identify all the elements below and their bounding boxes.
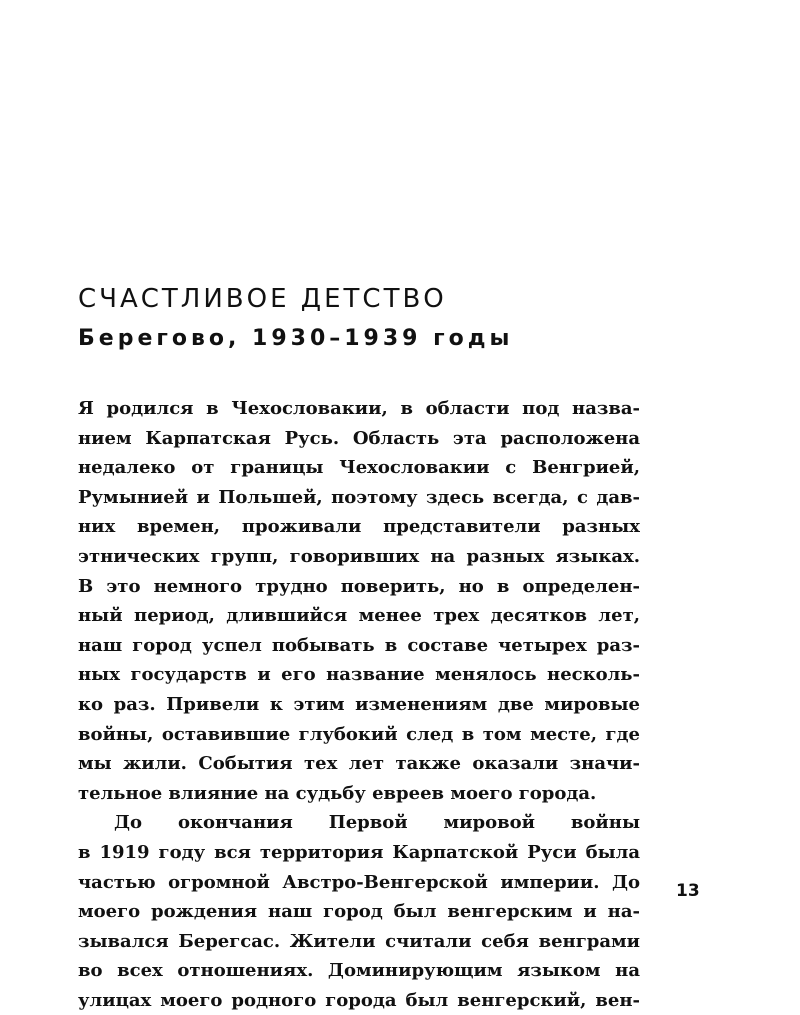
paragraph-1-line: нием Карпатская Русь. Область эта расположена [78, 427, 640, 449]
paragraph-2-line: моего рождения наш город был венгерским и на- [78, 901, 640, 923]
paragraph-2-line: зывался Берегсас. Жители считали себя венграми [78, 930, 640, 952]
paragraph-1-line: них времен, проживали представители разных [78, 516, 640, 538]
paragraph-1-line: В это немного трудно поверить, но в определен- [78, 575, 640, 597]
paragraph-1-line: мы жили. События тех лет также оказали значи- [78, 753, 640, 775]
paragraph-1-line: тельное влияние на судьбу евреев моего города. [78, 782, 597, 804]
paragraph-1-line: ных государств и его название менялось несколь- [78, 664, 640, 686]
paragraph-1-line: Румынией и Польшей, поэтому здесь всегда, с дав- [78, 486, 640, 508]
paragraph-1-line: недалеко от границы Чехословакии с Венгрией, [78, 457, 640, 479]
paragraph-1-line: этнических групп, говоривших на разных языках. [78, 545, 640, 567]
paragraph-1-line: войны, оставившие глубокий след в том месте, где [78, 723, 640, 745]
chapter-subtitle: Берегово, 1930–1939 годы [78, 326, 514, 351]
paragraph-2-line: во всех отношениях. Доминирующим языком на [78, 960, 640, 982]
paragraph-1-line: ко раз. Привели к этим изменениям две мировые [78, 693, 640, 715]
chapter-title: СЧАСТЛИВОЕ ДЕТСТВО [78, 284, 447, 314]
paragraph-1-line: Я родился в Чехословакии, в области под назва- [78, 398, 640, 419]
paragraph-2-line: улицах моего родного города был венгерский, вен- [78, 989, 640, 1011]
paragraph-2-line: в 1919 году вся территория Карпатской Руси была [78, 841, 640, 863]
paragraph-1-line: ный период, длившийся менее трех десятков лет, [78, 605, 640, 627]
body-text [78, 394, 640, 1015]
paragraph-1-line: наш город успел побывать в составе четырех раз- [78, 634, 640, 656]
paragraph-2-line: До окончания Первой мировой войны [114, 812, 640, 834]
paragraph-2-line: частью огромной Австро-Венгерской империи. До [78, 871, 640, 893]
page-number: 13 [676, 881, 700, 901]
